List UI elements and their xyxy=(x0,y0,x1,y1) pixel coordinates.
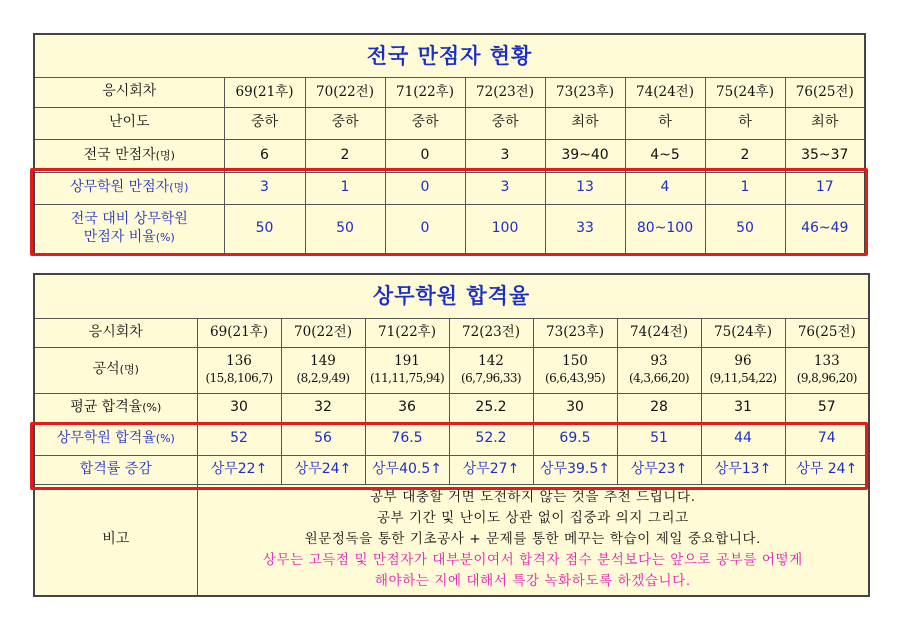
table1-title: 전국 만점자 현황 xyxy=(34,34,865,77)
remark-highlight-line: 해야하는 지에 대해서 특강 녹화하도록 하겠습니다. xyxy=(374,573,691,590)
label-text: 전국 만점자 xyxy=(83,146,156,163)
increase-cell: 상무40.5↑ xyxy=(365,455,449,484)
round-cell: 71(22후) xyxy=(385,77,465,107)
remark-line: 공부 대충할 거면 도전하지 않는 것을 추천 드립니다. xyxy=(370,489,696,506)
increase-cell: 상무24↑ xyxy=(281,455,365,484)
openings-breakdown: (8,2,9,49) xyxy=(296,371,350,385)
openings-total: 136 xyxy=(226,353,252,370)
round-cell: 73(23후) xyxy=(545,77,625,107)
academy-perfect-row xyxy=(34,172,865,204)
openings-total: 149 xyxy=(310,353,336,370)
increase-cell: 상무 24↑ xyxy=(785,455,869,484)
value-cell: 74 xyxy=(785,423,869,455)
remarks-row xyxy=(34,484,869,596)
openings-total: 93 xyxy=(650,353,668,370)
value-cell: 33 xyxy=(545,204,625,254)
remarks-label: 비고 xyxy=(34,484,197,596)
academy-pass-row xyxy=(34,423,869,455)
row-label: 합격률 증감 xyxy=(34,455,197,484)
table2-title: 상무학원 합격율 xyxy=(34,274,869,318)
value-cell: 2 xyxy=(705,139,785,172)
openings-breakdown: (9,11,54,22) xyxy=(709,371,777,385)
label-text: 공석 xyxy=(92,361,120,378)
value-cell: 31 xyxy=(701,393,785,423)
row-label xyxy=(34,393,197,423)
openings-cell xyxy=(701,347,785,393)
unit-text: (%) xyxy=(155,230,175,244)
value-cell: 69.5 xyxy=(533,423,617,455)
value-cell: 76.5 xyxy=(365,423,449,455)
value-cell: 1 xyxy=(305,172,385,204)
value-cell: 80~100 xyxy=(625,204,705,254)
round-cell: 72(23전) xyxy=(449,318,533,347)
openings-cell xyxy=(617,347,701,393)
value-cell: 3 xyxy=(465,139,545,172)
increase-cell: 상무22↑ xyxy=(197,455,281,484)
value-cell: 46~49 xyxy=(785,204,865,254)
pass-rate-table xyxy=(33,273,870,597)
value-cell: 50 xyxy=(305,204,385,254)
increase-cell: 상무27↑ xyxy=(449,455,533,484)
label-text: 상무학원 만점자 xyxy=(70,179,170,196)
increase-cell: 상무23↑ xyxy=(617,455,701,484)
value-cell: 25.2 xyxy=(449,393,533,423)
round-cell: 75(24후) xyxy=(705,77,785,107)
openings-total: 191 xyxy=(394,353,420,370)
value-cell: 30 xyxy=(197,393,281,423)
value-cell: 57 xyxy=(785,393,869,423)
round-cell: 76(25전) xyxy=(785,318,869,347)
round-cell: 72(23전) xyxy=(465,77,545,107)
openings-breakdown: (9,8,96,20) xyxy=(796,371,857,385)
openings-breakdown: (15,8,106,7) xyxy=(205,371,273,385)
round-cell: 70(22전) xyxy=(305,77,385,107)
value-cell: 100 xyxy=(465,204,545,254)
round-cell: 74(24전) xyxy=(617,318,701,347)
unit-text: (%) xyxy=(142,401,162,415)
value-cell: 50 xyxy=(224,204,305,254)
header-label: 응시회차 xyxy=(34,77,224,107)
openings-breakdown: (4,3,66,20) xyxy=(628,371,689,385)
openings-cell xyxy=(533,347,617,393)
value-cell: 30 xyxy=(533,393,617,423)
label-text: 상무학원 합격율 xyxy=(56,430,156,447)
openings-cell xyxy=(449,347,533,393)
value-cell: 2 xyxy=(305,139,385,172)
unit-text: (%) xyxy=(155,432,175,446)
row-label xyxy=(34,204,224,254)
value-cell: 52 xyxy=(197,423,281,455)
value-cell: 0 xyxy=(385,172,465,204)
value-cell: 56 xyxy=(281,423,365,455)
round-cell: 74(24전) xyxy=(625,77,705,107)
value-cell: 52.2 xyxy=(449,423,533,455)
table2-header-row xyxy=(34,318,869,347)
value-cell: 1 xyxy=(705,172,785,204)
national-perfect-row xyxy=(34,139,865,172)
difficulty-cell: 하 xyxy=(705,107,785,139)
value-cell: 4~5 xyxy=(625,139,705,172)
avg-pass-row xyxy=(34,393,869,423)
row-label xyxy=(34,172,224,204)
openings-breakdown: (11,11,75,94) xyxy=(369,371,445,385)
round-cell: 70(22전) xyxy=(281,318,365,347)
row-label xyxy=(34,347,197,393)
row-label xyxy=(34,423,197,455)
value-cell: 3 xyxy=(465,172,545,204)
openings-total: 150 xyxy=(562,353,588,370)
openings-cell xyxy=(365,347,449,393)
row-label: 난이도 xyxy=(34,107,224,139)
header-label: 응시회차 xyxy=(34,318,197,347)
difficulty-cell: 하 xyxy=(625,107,705,139)
increase-cell: 상무39.5↑ xyxy=(533,455,617,484)
ratio-row xyxy=(34,204,865,254)
openings-breakdown: (6,6,43,95) xyxy=(544,371,605,385)
value-cell: 0 xyxy=(385,204,465,254)
value-cell: 28 xyxy=(617,393,701,423)
value-cell: 44 xyxy=(701,423,785,455)
round-cell: 71(22후) xyxy=(365,318,449,347)
value-cell: 36 xyxy=(365,393,449,423)
value-cell: 17 xyxy=(785,172,865,204)
value-cell: 50 xyxy=(705,204,785,254)
difficulty-cell: 중하 xyxy=(305,107,385,139)
difficulty-cell: 중하 xyxy=(385,107,465,139)
round-cell: 69(21후) xyxy=(197,318,281,347)
openings-breakdown: (6,7,96,33) xyxy=(460,371,521,385)
unit-text: (명) xyxy=(119,363,139,377)
table1-header-row xyxy=(34,77,865,107)
difficulty-cell: 중하 xyxy=(465,107,545,139)
value-cell: 13 xyxy=(545,172,625,204)
difficulty-row xyxy=(34,107,865,139)
round-cell: 73(23후) xyxy=(533,318,617,347)
difficulty-cell: 중하 xyxy=(224,107,305,139)
value-cell: 39~40 xyxy=(545,139,625,172)
difficulty-cell: 최하 xyxy=(785,107,865,139)
unit-text: (명) xyxy=(155,148,175,162)
label-text: 평균 합격율 xyxy=(70,399,143,416)
openings-cell xyxy=(281,347,365,393)
openings-total: 133 xyxy=(813,353,840,370)
openings-total: 96 xyxy=(734,353,752,370)
label-line-1: 전국 대비 상무학원 xyxy=(70,211,188,228)
value-cell: 4 xyxy=(625,172,705,204)
openings-row xyxy=(34,347,869,393)
openings-cell xyxy=(197,347,281,393)
value-cell: 51 xyxy=(617,423,701,455)
value-cell: 32 xyxy=(281,393,365,423)
value-cell: 3 xyxy=(224,172,305,204)
value-cell: 35~37 xyxy=(785,139,865,172)
openings-cell xyxy=(785,347,869,393)
openings-total: 142 xyxy=(478,353,504,370)
remarks-content xyxy=(197,484,869,596)
pass-increase-row xyxy=(34,455,869,484)
unit-text: (명) xyxy=(169,181,189,195)
difficulty-cell: 최하 xyxy=(545,107,625,139)
round-cell: 75(24후) xyxy=(701,318,785,347)
round-cell: 76(25전) xyxy=(785,77,865,107)
row-label xyxy=(34,139,224,172)
label-line-2: 만점자 비율 xyxy=(83,228,156,245)
remark-highlight-line: 상무는 고득점 및 만점자가 대부분이여서 합격자 점수 분석보다는 앞으로 공부를 어떻게 xyxy=(262,552,803,569)
increase-cell: 상무13↑ xyxy=(701,455,785,484)
remark-line: 공부 기간 및 난이도 상관 없이 집중과 의지 그리고 xyxy=(376,510,689,527)
round-cell: 69(21후) xyxy=(224,77,305,107)
remark-line: 원문정독을 통한 기초공사 + 문제를 통한 메꾸는 학습이 제일 중요합니다. xyxy=(304,531,762,548)
value-cell: 0 xyxy=(385,139,465,172)
value-cell: 6 xyxy=(224,139,305,172)
perfect-score-table xyxy=(33,33,866,255)
